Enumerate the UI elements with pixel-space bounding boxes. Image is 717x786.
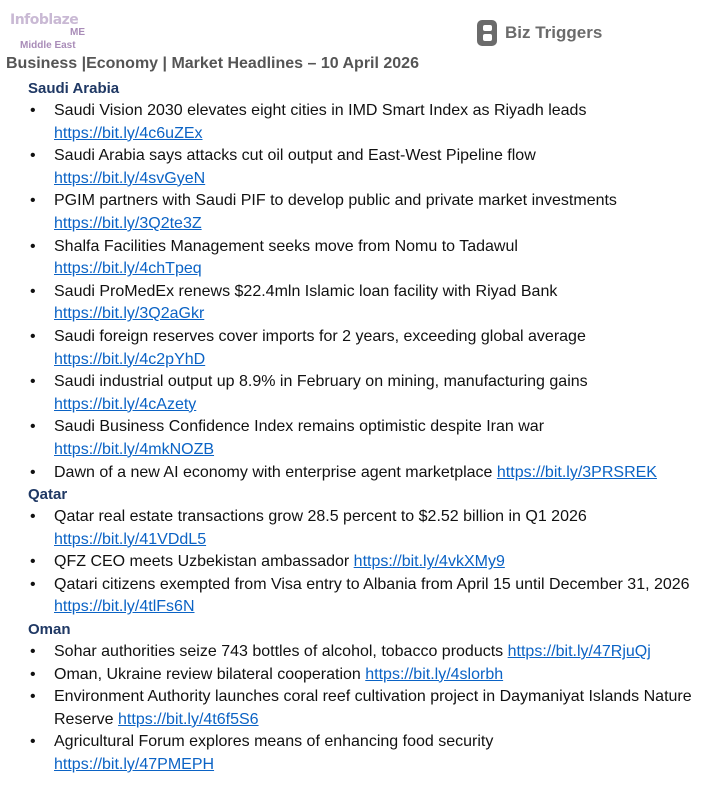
news-item — [28, 371, 713, 416]
b-logo-icon — [476, 19, 500, 47]
news-item-text: Saudi ProMedEx renews $22.4mln Islamic loan facility with Riyad Bank — [54, 282, 558, 300]
news-item-text: PGIM partners with Saudi PIF to develop public and private market investments — [54, 192, 617, 210]
news-item-link[interactable]: https://bit.ly/4chTpeq — [54, 260, 202, 278]
biz-triggers-logo — [476, 18, 602, 48]
section-title: Oman — [28, 621, 71, 639]
news-item — [28, 641, 713, 664]
news-item-link[interactable]: https://bit.ly/3Q2aGkr — [54, 305, 205, 323]
news-item — [28, 281, 713, 326]
news-item-text: Agricultural Forum explores means of enhancing food security — [54, 733, 494, 751]
news-item-link[interactable]: https://bit.ly/41VDdL5 — [54, 530, 207, 548]
news-item-link[interactable]: https://bit.ly/4mkNOZB — [54, 440, 215, 458]
infoblaze-logo — [10, 12, 100, 56]
news-list — [28, 506, 713, 619]
news-item-link[interactable]: https://bit.ly/3PRSREK — [496, 463, 657, 481]
news-item-link[interactable]: https://bit.ly/4c2pYhD — [54, 350, 206, 368]
news-item-text: Environment Authority launches coral reef cultivation project in Daymaniyat Islands Nature Reserve — [54, 688, 692, 728]
news-item-link[interactable]: https://bit.ly/4cAzety — [54, 395, 197, 413]
news-list — [28, 641, 713, 777]
news-item-link[interactable]: https://bit.ly/47PMEPH — [54, 756, 215, 774]
news-item-text: Sohar authorities seize 743 bottles of alcohol, tobacco products — [54, 643, 504, 661]
news-item-link[interactable]: https://bit.ly/4tlFs6N — [54, 598, 195, 616]
news-content — [28, 78, 713, 777]
news-item — [28, 664, 713, 687]
news-item-link[interactable]: https://bit.ly/4vkXMy9 — [353, 553, 505, 571]
news-item — [28, 326, 713, 371]
news-item-link[interactable]: https://bit.ly/3Q2te3Z — [54, 214, 202, 232]
news-item-text: Saudi industrial output up 8.9% in February on mining, manufacturing gains — [54, 373, 588, 391]
news-item — [28, 506, 713, 551]
news-item — [28, 100, 713, 145]
logo-brand-text: Infoblaze — [10, 12, 79, 28]
news-item — [28, 574, 713, 619]
news-item-text: Shalfa Facilities Management seeks move from Nomu to Tadawul — [54, 237, 518, 255]
news-item — [28, 462, 713, 485]
news-item-text: Saudi Business Confidence Index remains optimistic despite Iran war — [54, 418, 545, 436]
news-item-text: Saudi foreign reserves cover imports for 2 years, exceeding global average — [54, 327, 586, 345]
news-list — [28, 100, 713, 484]
news-item-text: Saudi Arabia says attacks cut oil output and East-West Pipeline flow — [54, 147, 536, 165]
news-item-text: Qatari citizens exempted from Visa entry to Albania from April 15 until December 31, 2026 — [54, 575, 690, 593]
section-title: Qatar — [28, 486, 68, 504]
news-item-link[interactable]: https://bit.ly/47RjuQj — [507, 643, 651, 661]
page-headline: Business |Economy | Market Headlines – 10 April 2026 — [6, 55, 419, 72]
news-item-link[interactable]: https://bit.ly/4svGyeN — [54, 169, 206, 187]
news-item — [28, 551, 713, 574]
news-item — [28, 145, 713, 190]
news-item — [28, 731, 713, 776]
news-item — [28, 686, 713, 731]
news-item-text: Saudi Vision 2030 elevates eight cities in IMD Smart Index as Riyadh leads — [54, 102, 587, 119]
logo-biz-triggers-text: Biz Triggers — [505, 23, 603, 42]
logo-me-text: ME — [70, 27, 85, 38]
news-item-link[interactable]: https://bit.ly/4slorbh — [365, 665, 504, 683]
logo-region-text: Middle East — [20, 40, 76, 51]
news-item-text: Dawn of a new AI economy with enterprise agent marketplace — [54, 463, 493, 481]
news-item-link[interactable]: https://bit.ly/4t6f5S6 — [118, 710, 259, 728]
news-item — [28, 236, 713, 281]
news-item — [28, 190, 713, 235]
news-item-text: Qatar real estate transactions grow 28.5 percent to $2.52 billion in Q1 2026 — [54, 508, 587, 526]
news-item-text: Oman, Ukraine review bilateral cooperation — [54, 665, 361, 683]
section-title: Saudi Arabia — [28, 80, 120, 97]
news-item-text: QFZ CEO meets Uzbekistan ambassador — [54, 553, 350, 571]
news-item — [28, 416, 713, 461]
news-item-link[interactable]: https://bit.ly/4c6uZEx — [54, 124, 203, 142]
